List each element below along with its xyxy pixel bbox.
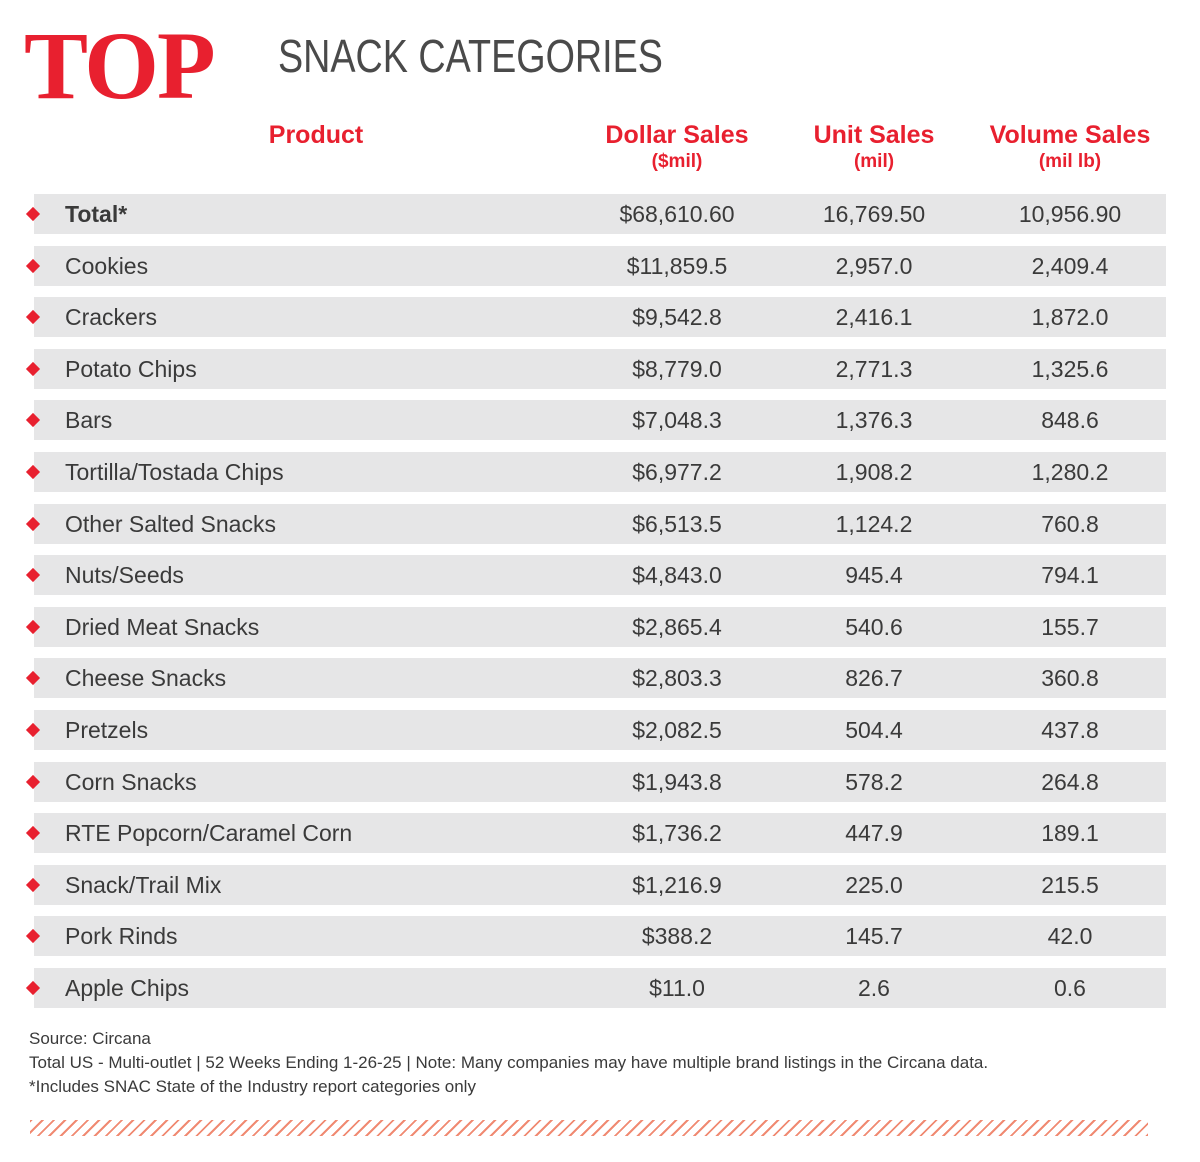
product-name: Pork Rinds: [65, 923, 178, 950]
dollar-sales-value: $6,513.5: [632, 510, 722, 537]
table-row: [0, 504, 1200, 544]
footnote: *Includes SNAC State of the Industry report categories only: [29, 1077, 476, 1096]
column-header-product-label: Product: [268, 121, 364, 149]
table-row: [0, 865, 1200, 905]
column-header-volume-label: Volume Sales: [989, 121, 1151, 149]
table-row: [0, 658, 1200, 698]
product-name: Cheese Snacks: [65, 665, 227, 692]
page-title: SNACK CATEGORIES: [278, 30, 663, 82]
table-row: [0, 710, 1200, 750]
volume-sales-value: 10,956.90: [1018, 201, 1122, 227]
dollar-sales-value: $1,216.9: [632, 871, 722, 898]
column-header-unit-sales: [774, 120, 974, 174]
product-name: Dried Meat Snacks: [65, 613, 260, 640]
table-row: [0, 297, 1200, 337]
unit-sales-value: 1,376.3: [835, 407, 913, 434]
product-name: Snack/Trail Mix: [65, 871, 222, 898]
unit-sales-value: 540.6: [845, 613, 903, 640]
dollar-sales-value: $1,736.2: [632, 820, 722, 847]
volume-sales-value: 42.0: [1047, 923, 1093, 950]
dollar-sales-value: $1,943.8: [632, 768, 722, 795]
product-name: Tortilla/Tostada Chips: [65, 458, 284, 485]
volume-sales-value: 760.8: [1041, 510, 1099, 537]
dollar-sales-value: $11.0: [649, 974, 705, 1001]
dollar-sales-value: $2,803.3: [632, 665, 722, 692]
column-header-volume-unit: (mil lb): [1038, 151, 1102, 172]
volume-sales-value: 360.8: [1041, 665, 1099, 692]
volume-sales-value: 2,409.4: [1031, 252, 1109, 279]
table-row: [0, 194, 1200, 234]
source-note: Source: Circana: [29, 1029, 151, 1048]
unit-sales-value: 2,957.0: [835, 252, 913, 279]
table-row: [0, 813, 1200, 853]
volume-sales-value: 794.1: [1041, 562, 1099, 589]
volume-sales-value: 437.8: [1041, 716, 1099, 743]
unit-sales-value: 504.4: [845, 716, 903, 743]
unit-sales-value: 16,769.50: [822, 201, 926, 227]
column-header-dollar-sales: [577, 120, 777, 174]
unit-sales-value: 1,908.2: [835, 458, 913, 485]
volume-sales-value: 848.6: [1041, 407, 1099, 434]
product-name: RTE Popcorn/Caramel Corn: [65, 820, 353, 847]
title-top: TOP: [24, 12, 214, 119]
table-row: [0, 246, 1200, 286]
column-header-product: [216, 120, 416, 150]
snack-categories-table: [0, 194, 1200, 1020]
column-header-dollar-unit: ($mil): [651, 151, 703, 172]
volume-sales-value: 1,280.2: [1031, 458, 1109, 485]
footer-notes: [29, 1027, 988, 1099]
dollar-sales-value: $9,542.8: [632, 304, 722, 331]
unit-sales-value: 826.7: [845, 665, 903, 692]
product-name: Apple Chips: [65, 974, 190, 1001]
dollar-sales-value: $11,859.5: [626, 252, 728, 279]
unit-sales-value: 145.7: [845, 923, 903, 950]
dollar-sales-value: $388.2: [641, 923, 713, 950]
table-row: [0, 968, 1200, 1008]
unit-sales-value: 447.9: [845, 820, 903, 847]
product-name: Total*: [65, 201, 128, 227]
table-row: [0, 762, 1200, 802]
volume-sales-value: 1,872.0: [1031, 304, 1109, 331]
dollar-sales-value: $2,082.5: [632, 716, 722, 743]
volume-sales-value: 189.1: [1041, 820, 1099, 847]
column-header-unit-unit: (mil): [853, 151, 895, 172]
product-name: Other Salted Snacks: [65, 510, 276, 537]
unit-sales-value: 2.6: [858, 974, 890, 1001]
decorative-hatch-divider: [30, 1120, 1148, 1136]
dollar-sales-value: $68,610.60: [619, 201, 735, 227]
volume-sales-value: 264.8: [1041, 768, 1099, 795]
product-name: Crackers: [65, 304, 158, 331]
volume-sales-value: 0.6: [1054, 974, 1086, 1001]
unit-sales-value: 1,124.2: [835, 510, 913, 537]
table-row: [0, 916, 1200, 956]
unit-sales-value: 945.4: [845, 562, 903, 589]
dollar-sales-value: $2,865.4: [632, 613, 722, 640]
product-name: Nuts/Seeds: [65, 562, 184, 589]
unit-sales-value: 2,771.3: [835, 355, 913, 382]
volume-sales-value: 1,325.6: [1031, 355, 1109, 382]
dollar-sales-value: $8,779.0: [632, 355, 722, 382]
product-name: Pretzels: [65, 716, 149, 743]
product-name: Bars: [65, 407, 113, 434]
unit-sales-value: 225.0: [845, 871, 903, 898]
product-name: Cookies: [65, 252, 149, 279]
volume-sales-value: 155.7: [1041, 613, 1099, 640]
table-row: [0, 400, 1200, 440]
dollar-sales-value: $7,048.3: [632, 407, 722, 434]
dollar-sales-value: $6,977.2: [632, 458, 722, 485]
dollar-sales-value: $4,843.0: [632, 562, 722, 589]
unit-sales-value: 2,416.1: [835, 304, 913, 331]
column-header-volume-sales: [970, 120, 1170, 174]
column-header-dollar-label: Dollar Sales: [605, 121, 749, 149]
methodology-note: Total US - Multi-outlet | 52 Weeks Ending 1-26-25 | Note: Many companies may have multiple brand listings in the Circana data.: [29, 1053, 989, 1072]
column-header-unit-label: Unit Sales: [813, 121, 935, 149]
volume-sales-value: 215.5: [1041, 871, 1099, 898]
table-row: [0, 607, 1200, 647]
table-row: [0, 555, 1200, 595]
unit-sales-value: 578.2: [845, 768, 903, 795]
table-row: [0, 349, 1200, 389]
table-row: [0, 452, 1200, 492]
product-name: Corn Snacks: [65, 768, 197, 795]
product-name: Potato Chips: [65, 355, 197, 382]
